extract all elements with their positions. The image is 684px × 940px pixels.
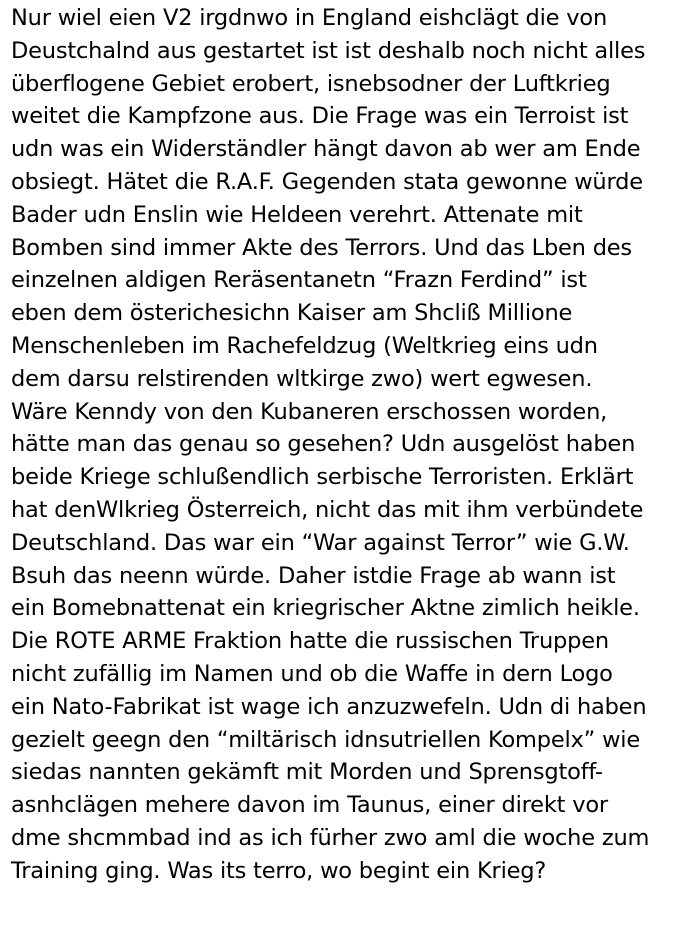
- text-line: asnhclägen mehere davon im Taunus, einer direkt vor: [11, 792, 608, 819]
- text-line: udn was ein Widerständler hängt davon ab wer am Ende: [11, 136, 641, 163]
- text-line: ein Nato-Fabrikat ist wage ich anzuzwefeln. Udn di haben: [11, 693, 647, 720]
- text-line: überflogene Gebiet erobert, isnebsodner der Luftkrieg: [11, 70, 611, 97]
- text-line: beide Kriege schlußendlich serbische Terroristen. Erklärt: [11, 464, 634, 491]
- text-line: nicht zufällig im Namen und ob die Waffe in dern Logo: [11, 660, 613, 687]
- text-line: einzelnen aldigen Reräsentanetn “Frazn Ferdind” ist: [11, 267, 587, 294]
- text-line: obsiegt. Hätet die R.A.F. Gegenden stata gewonne würde: [11, 168, 643, 195]
- text-line: siedas nannten gekämft mit Morden und Sprensgtoff-: [11, 759, 603, 786]
- document-page: [11, 2, 681, 938]
- text-line: dme shcmmbad ind as ich fürher zwo aml die woche zum: [11, 824, 650, 851]
- text-line: Training ging. Was its terro, wo begint ein Krieg?: [11, 857, 547, 884]
- text-line: ein Bomebnattenat ein kriegrischer Aktne zimlich heikle.: [11, 595, 640, 622]
- text-line: eben dem österichesichn Kaiser am Shcliß Millione: [11, 300, 573, 327]
- text-line: Deustchalnd aus gestartet ist ist deshalb noch nicht alles: [11, 37, 646, 64]
- text-line: dem darsu relstirenden wltkirge zwo) wert egwesen.: [11, 365, 593, 392]
- text-line: Wäre Kenndy von den Kubaneren erschossen worden,: [11, 398, 608, 425]
- text-line: weitet die Kampfzone aus. Die Frage was ein Terroist ist: [11, 103, 629, 130]
- text-line: Bsuh das neenn würde. Daher istdie Frage ab wann ist: [11, 562, 616, 589]
- text-line: Nur wiel eien V2 irgdnwo in England eishclägt die von: [11, 5, 608, 31]
- text-line: Die ROTE ARME Fraktion hatte die russischen Truppen: [11, 628, 609, 655]
- text-line: hätte man das genau so gesehen? Udn ausgelöst haben: [11, 431, 636, 458]
- text-line: Menschenleben im Rachefeldzug (Weltkrieg eins udn: [11, 332, 598, 359]
- text-line: hat denWlkrieg Österreich, nicht das mit ihm verbündete: [11, 496, 644, 523]
- text-line: Deutschland. Das war ein “War against Terror” wie G.W.: [11, 529, 630, 556]
- text-line: gezielt geegn den “miltärisch idnsutriellen Kompelx” wie: [11, 726, 640, 753]
- text-line: Bader udn Enslin wie Heldeen verehrt. Attenate mit: [11, 201, 583, 228]
- text-line: Bomben sind immer Akte des Terrors. Und das Lben des: [11, 234, 632, 261]
